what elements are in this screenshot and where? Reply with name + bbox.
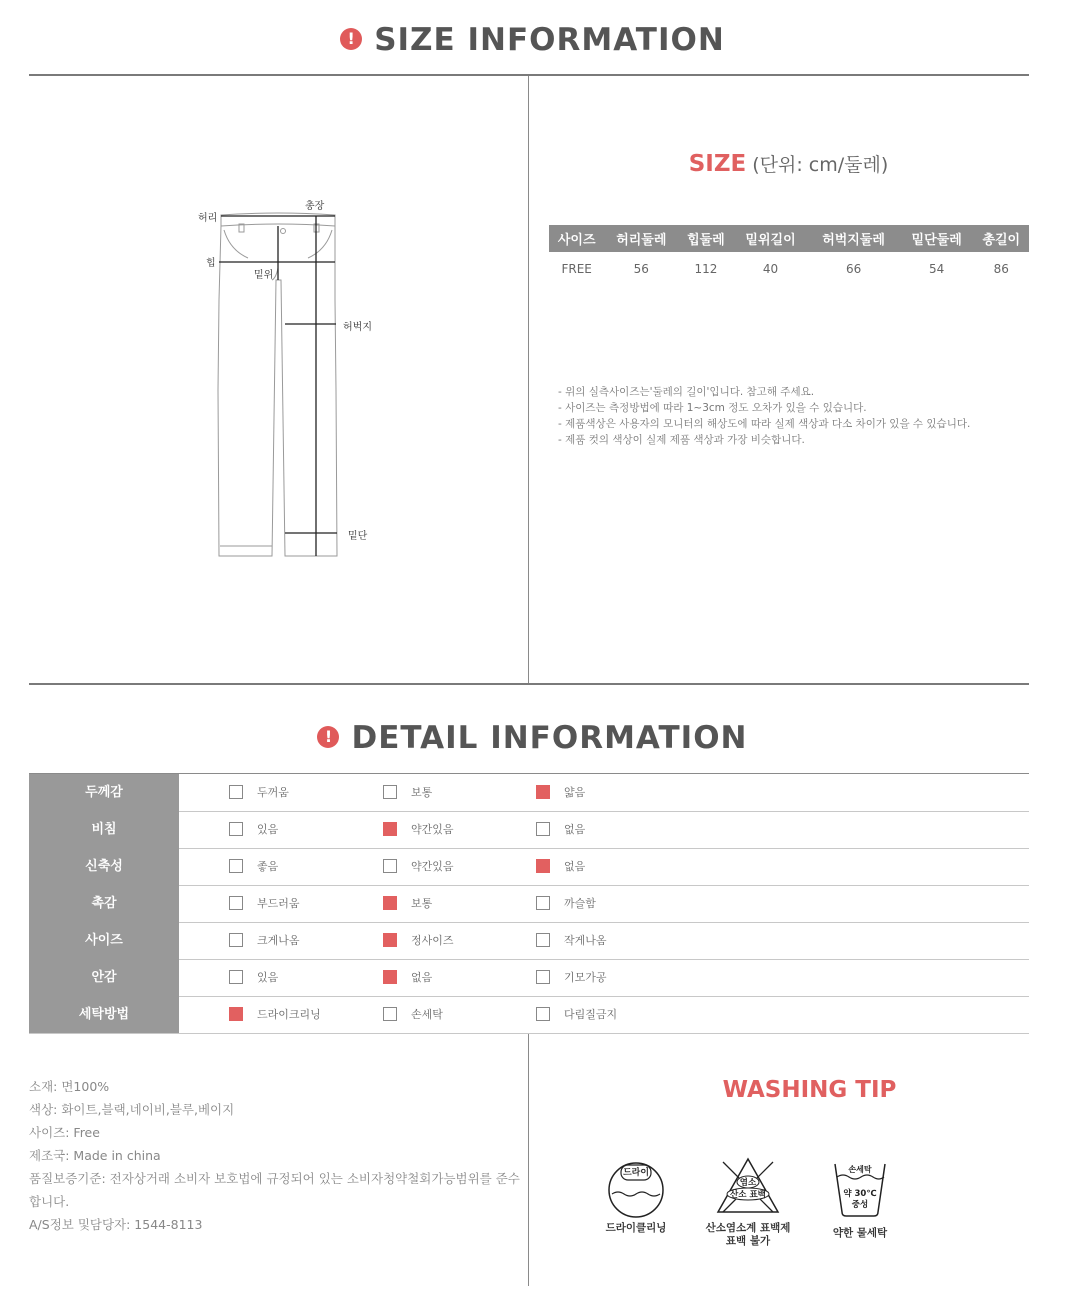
alert-icon: !	[340, 28, 362, 50]
size-header-cell: 사이즈	[549, 225, 604, 252]
no-bleach-inner-top: 염소	[739, 1178, 757, 1188]
detail-option-label: 좋음	[257, 860, 279, 873]
detail-option-label: 얇음	[564, 786, 586, 799]
checkbox[interactable]	[536, 1007, 550, 1021]
info-vertical-divider	[528, 1034, 529, 1286]
detail-row	[29, 996, 1029, 1034]
checkbox[interactable]	[536, 896, 550, 910]
checkbox[interactable]	[383, 1007, 397, 1021]
detail-row-label: 비침	[29, 811, 179, 848]
detail-heading-title: DETAIL INFORMATION	[351, 720, 748, 756]
detail-option-label: 보통	[411, 897, 433, 910]
size-cell: 56	[633, 262, 649, 276]
info-line: 품질보증기준: 전자상거래 소비자 보호법에 규정되어 있는 소비자청약철회가능범위를 준수합니다.	[29, 1171, 520, 1209]
info-line: A/S정보 및담당자: 1544-8113	[29, 1217, 203, 1232]
info-line: 사이즈: Free	[29, 1125, 100, 1140]
detail-option-label: 없음	[411, 971, 433, 984]
size-top-divider	[29, 74, 1029, 76]
product-info	[29, 1075, 524, 1236]
size-cell: 54	[929, 262, 945, 276]
checkbox[interactable]	[229, 859, 243, 873]
checkbox-checked[interactable]	[383, 822, 397, 836]
label-total-length: 총장	[305, 201, 325, 212]
detail-option-label: 부드러움	[257, 897, 300, 910]
detail-option-label: 드라이크리닝	[257, 1008, 321, 1021]
detail-option-label: 기모가공	[564, 971, 607, 984]
size-header-cell: 힙둘레	[678, 225, 733, 252]
no-bleach-inner-bottom: 산소 표백	[730, 1190, 766, 1200]
size-title-big: SIZE	[688, 151, 747, 177]
checkbox[interactable]	[383, 785, 397, 799]
checkbox[interactable]	[229, 970, 243, 984]
detail-option-label: 약간있음	[411, 860, 454, 873]
alert-icon: !	[317, 726, 339, 748]
size-header-cell: 허벅지둘레	[807, 225, 899, 252]
size-table-title	[548, 150, 1029, 177]
no-bleach-label-2: 표백 불가	[725, 1235, 771, 1247]
detail-row-label: 신축성	[29, 848, 179, 885]
detail-option-label: 손세탁	[411, 1008, 443, 1021]
detail-option-label: 약간있음	[411, 823, 454, 836]
size-cell: 86	[993, 262, 1009, 276]
checkbox-checked[interactable]	[536, 785, 550, 799]
size-cell: 66	[845, 262, 862, 276]
size-table-header-row	[549, 225, 1029, 252]
size-bottom-divider	[29, 683, 1029, 685]
checkbox-checked[interactable]	[383, 970, 397, 984]
size-cell: 112	[694, 262, 718, 276]
detail-row	[29, 774, 1029, 812]
detail-option-label: 없음	[564, 860, 586, 873]
detail-row-label: 세탁방법	[29, 996, 179, 1033]
note-line: - 사이즈는 측정방법에 따라 1~3cm 정도 오차가 있을 수 있습니다.	[558, 402, 867, 414]
size-header-cell: 밑단둘레	[900, 225, 974, 252]
detail-row-label: 사이즈	[29, 922, 179, 959]
hand-wash-label: 약한 물세탁	[832, 1227, 888, 1239]
checkbox[interactable]	[536, 822, 550, 836]
size-heading-title: SIZE INFORMATION	[374, 22, 725, 58]
dry-clean-label: 드라이클리닝	[605, 1222, 667, 1234]
detail-option-label: 정사이즈	[411, 934, 454, 947]
pants-outline-icon	[190, 190, 390, 570]
detail-heading	[0, 720, 1065, 756]
checkbox-checked[interactable]	[383, 933, 397, 947]
size-header-cell: 총길이	[974, 225, 1029, 252]
checkbox[interactable]	[536, 970, 550, 984]
info-line: 소재: 면100%	[29, 1079, 110, 1094]
detail-option-label: 크게나옴	[257, 934, 300, 947]
size-title-unit: (단위: cm/둘레)	[752, 154, 889, 176]
checkbox[interactable]	[229, 822, 243, 836]
detail-row	[29, 885, 1029, 923]
checkbox[interactable]	[229, 896, 243, 910]
checkbox-checked[interactable]	[536, 859, 550, 873]
label-rise: 밑위	[254, 270, 274, 281]
size-vertical-divider	[528, 76, 529, 684]
hand-wash-inner-mid: 약 30℃	[843, 1189, 877, 1199]
info-line: 색상: 화이트,블랙,네이비,블루,베이지	[29, 1102, 235, 1117]
size-header-cell: 허리둘레	[604, 225, 678, 252]
pants-diagram	[190, 190, 390, 570]
hand-wash-inner-top: 손세탁	[848, 1165, 872, 1174]
dry-clean-inner-text: 드라이	[622, 1168, 650, 1178]
detail-option-label: 까슬함	[564, 897, 596, 910]
hand-wash-inner-bottom: 중성	[851, 1200, 869, 1210]
size-header-cell: 밑위길이	[734, 225, 808, 252]
washing-tip-title: WASHING TIP	[722, 1077, 897, 1103]
checkbox[interactable]	[383, 859, 397, 873]
size-notes	[558, 384, 970, 448]
size-cell: 40	[762, 262, 779, 276]
checkbox[interactable]	[229, 785, 243, 799]
size-heading	[0, 22, 1065, 58]
detail-option-label: 있음	[257, 823, 279, 836]
label-hem: 밑단	[348, 531, 368, 542]
table-row	[549, 252, 1029, 286]
note-line: - 제품 컷의 색상이 실제 제품 색상과 가장 비슷합니다.	[558, 434, 805, 446]
detail-row	[29, 959, 1029, 997]
detail-option-label: 작게나옴	[564, 934, 607, 947]
detail-option-label: 두꺼움	[257, 786, 289, 799]
checkbox-checked[interactable]	[229, 1007, 243, 1021]
detail-option-label: 없음	[564, 823, 586, 836]
size-table	[549, 225, 1029, 286]
checkbox[interactable]	[229, 933, 243, 947]
detail-row-label: 안감	[29, 959, 179, 996]
detail-row	[29, 848, 1029, 886]
detail-row-label: 촉감	[29, 885, 179, 922]
detail-option-label: 보통	[411, 786, 433, 799]
info-line: 제조국: Made in china	[29, 1148, 161, 1163]
no-bleach-label-1: 산소염소계 표백제	[705, 1222, 791, 1234]
note-line: - 위의 실측사이즈는'둘레의 길이'입니다. 참고해 주세요.	[558, 386, 815, 398]
detail-row	[29, 922, 1029, 960]
checkbox-checked[interactable]	[383, 896, 397, 910]
note-line: - 제품색상은 사용자의 모니터의 해상도에 따라 실제 색상과 다소 차이가 있을 수 있습니다.	[558, 418, 971, 430]
detail-option-label: 다림질금지	[564, 1008, 618, 1021]
size-cell: FREE	[561, 262, 592, 276]
detail-option-label: 있음	[257, 971, 279, 984]
label-hip: 힙	[206, 258, 216, 269]
detail-row-label: 두께감	[29, 774, 179, 811]
label-thigh: 허벅지	[343, 322, 372, 333]
checkbox[interactable]	[536, 933, 550, 947]
label-waist: 허리	[198, 213, 218, 224]
detail-row	[29, 811, 1029, 849]
